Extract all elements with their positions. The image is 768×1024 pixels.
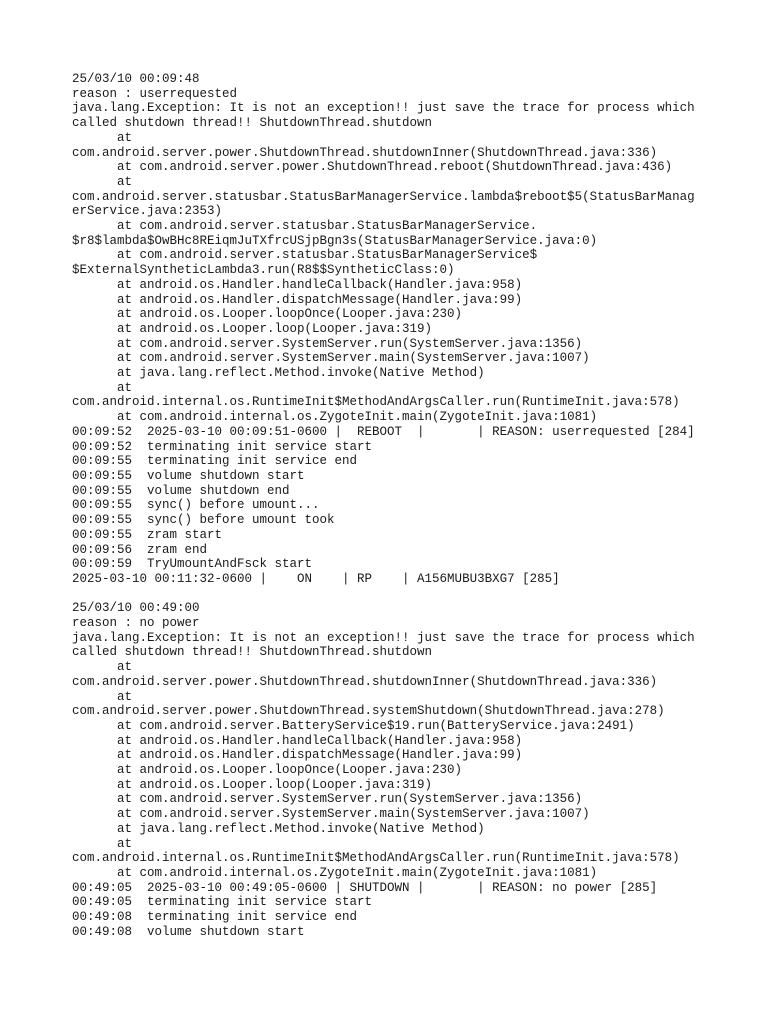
log-line: at [72, 660, 133, 675]
log-line: at android.os.Handler.dispatchMessage(Handler.java:99) [72, 748, 523, 763]
log-line: at android.os.Looper.loop(Looper.java:319) [72, 777, 433, 792]
log-line: at com.android.server.BatteryService$19.run(BatteryService.java:2491) [72, 718, 635, 733]
log-line: com.android.server.power.ShutdownThread.shutdownInner(ShutdownThread.java:336) [72, 145, 658, 160]
log-line: reason : userrequested [72, 86, 238, 101]
log-line: at com.android.server.SystemServer.run(SystemServer.java:1356) [72, 792, 583, 807]
log-line: at com.android.internal.os.ZygoteInit.main(ZygoteInit.java:1081) [72, 865, 598, 880]
log-line: java.lang.Exception: It is not an exception!! just save the trace for process which [72, 630, 695, 645]
log-line: at com.android.server.power.ShutdownThread.reboot(ShutdownThread.java:436) [72, 160, 673, 175]
log-line: 00:49:08 terminating init service end [72, 910, 358, 925]
log-line: at java.lang.reflect.Method.invoke(Native Method) [72, 366, 485, 381]
log-line: 00:09:55 volume shutdown start [72, 468, 305, 483]
log-line: at [72, 380, 133, 395]
log-line: at android.os.Looper.loopOnce(Looper.java:230) [72, 307, 463, 322]
log-text [72, 72, 768, 939]
log-line: at [72, 130, 133, 145]
log-line: at android.os.Looper.loopOnce(Looper.java:230) [72, 763, 463, 778]
log-line: at android.os.Handler.handleCallback(Handler.java:958) [72, 277, 523, 292]
log-line: java.lang.Exception: It is not an exception!! just save the trace for process which [72, 101, 695, 116]
log-line: $r8$lambda$OwBHc8REiqmJuTXfrcUSjpBgn3s(StatusBarManagerService.java:0) [72, 233, 598, 248]
log-line: at java.lang.reflect.Method.invoke(Native Method) [72, 821, 485, 836]
log-line: 00:09:52 2025-03-10 00:09:51-0600 | REBOOT | | REASON: userrequested [284] [72, 424, 695, 439]
log-line: at com.android.internal.os.ZygoteInit.main(ZygoteInit.java:1081) [72, 410, 598, 425]
log-line: $ExternalSyntheticLambda3.run(R8$$SyntheticClass:0) [72, 263, 455, 278]
log-line: erService.java:2353) [72, 204, 223, 219]
log-line: at com.android.server.statusbar.StatusBarManagerService. [72, 219, 538, 234]
log-line: 25/03/10 00:49:00 [72, 601, 200, 616]
log-line: 00:49:05 2025-03-10 00:49:05-0600 | SHUTDOWN | | REASON: no power [285] [72, 880, 658, 895]
log-line: at android.os.Looper.loop(Looper.java:319) [72, 321, 433, 336]
log-line: 00:49:05 terminating init service start [72, 895, 373, 910]
log-line: at com.android.server.SystemServer.main(SystemServer.java:1007) [72, 807, 590, 822]
log-line: reason : no power [72, 616, 200, 631]
log-line: 2025-03-10 00:11:32-0600 | ON | RP | A156MUBU3BXG7 [285] [72, 571, 560, 586]
log-line: 00:09:55 volume shutdown end [72, 483, 290, 498]
log-line: 25/03/10 00:09:48 [72, 72, 200, 86]
log-line: at com.android.server.SystemServer.main(SystemServer.java:1007) [72, 351, 590, 366]
log-line: called shutdown thread!! ShutdownThread.shutdown [72, 116, 433, 131]
log-line: 00:09:56 zram end [72, 542, 208, 557]
log-line: 00:49:08 volume shutdown start [72, 924, 305, 939]
log-line: called shutdown thread!! ShutdownThread.shutdown [72, 645, 433, 660]
log-line: at [72, 174, 133, 189]
log-line: at android.os.Handler.handleCallback(Handler.java:958) [72, 733, 523, 748]
log-line: at com.android.server.SystemServer.run(SystemServer.java:1356) [72, 336, 583, 351]
log-line: com.android.internal.os.RuntimeInit$MethodAndArgsCaller.run(RuntimeInit.java:578) [72, 851, 680, 866]
log-line: com.android.server.power.ShutdownThread.systemShutdown(ShutdownThread.java:278) [72, 704, 665, 719]
log-line: 00:09:55 zram start [72, 527, 223, 542]
log-line: 00:09:55 sync() before umount took [72, 513, 335, 528]
log-line: at [72, 836, 133, 851]
log-line: at com.android.server.statusbar.StatusBarManagerService$ [72, 248, 538, 263]
log-line: 00:09:59 TryUmountAndFsck start [72, 557, 313, 572]
log-line: 00:09:55 sync() before umount... [72, 498, 320, 513]
log-line: 00:09:52 terminating init service start [72, 439, 373, 454]
log-line: at [72, 689, 133, 704]
log-line: com.android.server.statusbar.StatusBarManagerService.lambda$reboot$5(StatusBarManag [72, 189, 695, 204]
log-line: 00:09:55 terminating init service end [72, 454, 358, 469]
log-line: com.android.internal.os.RuntimeInit$MethodAndArgsCaller.run(RuntimeInit.java:578) [72, 395, 680, 410]
log-line [72, 587, 768, 602]
log-line: at android.os.Handler.dispatchMessage(Handler.java:99) [72, 292, 523, 307]
log-line: com.android.server.power.ShutdownThread.shutdownInner(ShutdownThread.java:336) [72, 674, 658, 689]
